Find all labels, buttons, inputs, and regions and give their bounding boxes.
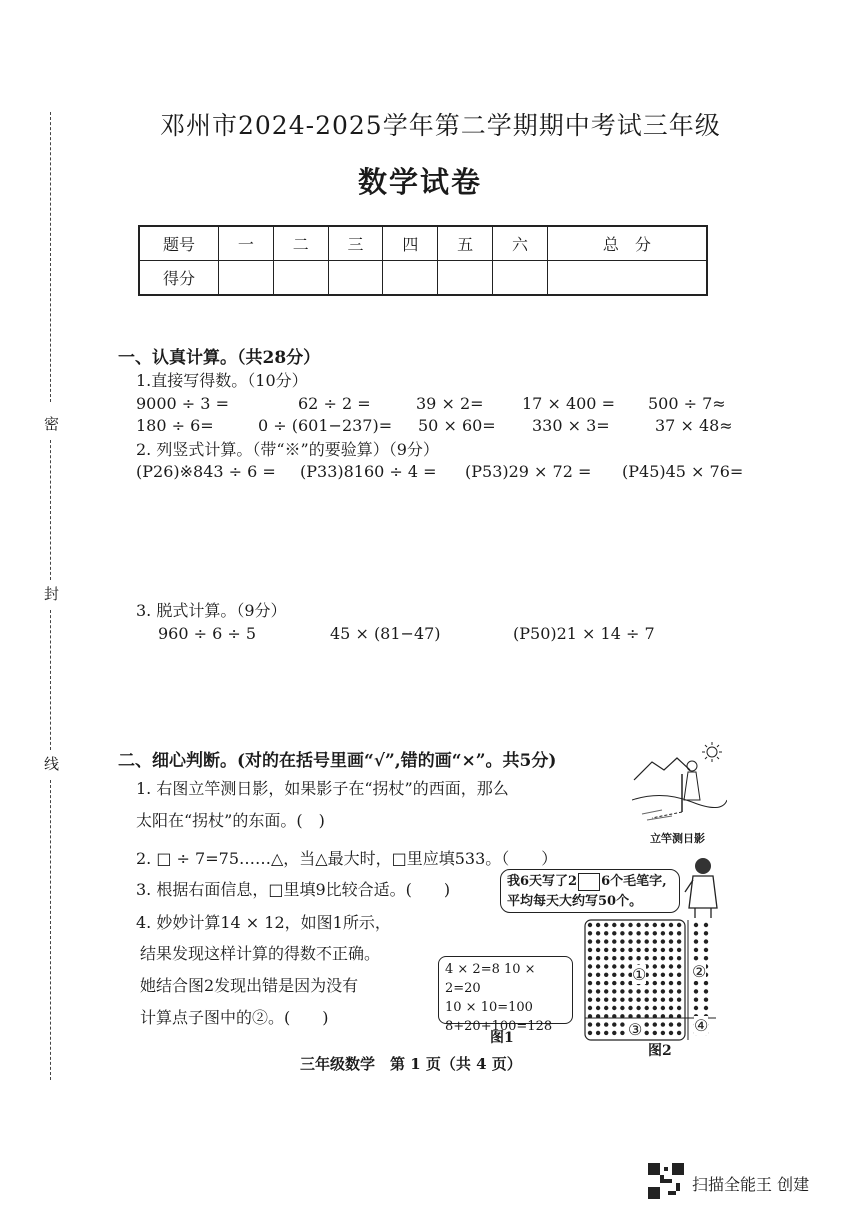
s1-q3-title: 3. 脱式计算。（9分） <box>136 601 287 620</box>
binding-mark-xian: 线 <box>44 755 60 773</box>
fig1-line: 10 × 10=100 <box>445 1000 533 1015</box>
fig2-mark-3: ③ <box>628 1020 643 1039</box>
s1-q2-item: (P33)8160 ÷ 4 = <box>300 462 437 481</box>
binding-line-mid <box>50 440 51 580</box>
s1-q2-title: 2. 列竖式计算。（带“※”的要验算）（9分） <box>136 440 439 459</box>
score-table <box>138 225 708 296</box>
speech-line1-a: 我6天写了2 <box>507 874 578 889</box>
score-cell[interactable] <box>438 261 493 296</box>
s2-q4-line3: 她结合图2发现出错是因为没有 <box>140 976 359 995</box>
s1-q3-item: 45 × (81−47) <box>330 624 441 643</box>
score-cell[interactable] <box>493 261 548 296</box>
watermark-text: 扫描全能王 创建 <box>692 1175 810 1194</box>
score-table-header-row <box>139 226 707 261</box>
sundial-caption: 立竿测日影 <box>650 832 705 845</box>
s2-q2: 2. □ ÷ 7=75……△，当△最大时，□里应填533。（ ） <box>136 849 558 868</box>
score-header-cell: 四 <box>383 226 438 261</box>
score-header-cell: 题号 <box>139 226 219 261</box>
s2-q4-line2: 结果发现这样计算的得数不正确。 <box>140 944 381 963</box>
fig2-mark-1: ① <box>632 965 647 984</box>
binding-line-top <box>50 112 51 402</box>
s2-q1-line1: 1. 右图立竿测日影，如果影子在“拐杖”的西面，那么 <box>136 779 509 798</box>
exam-subtitle: 数学试卷 <box>358 165 483 199</box>
score-header-cell: 一 <box>219 226 274 261</box>
s2-q4-line4: 计算点子图中的②。( ) <box>140 1008 329 1027</box>
s1-q1-item: 330 × 3= <box>532 416 610 435</box>
score-header-cell: 二 <box>273 226 328 261</box>
score-cell[interactable] <box>219 261 274 296</box>
binding-line-bottom <box>50 780 51 1080</box>
score-header-cell: 总 分 <box>547 226 707 261</box>
blank-box <box>578 873 600 891</box>
section1-title: 一、认真计算。（共28分） <box>118 348 321 368</box>
fig1-line: 4 × 2=8 10 × 2=20 <box>445 962 536 996</box>
s1-q1-item: 62 ÷ 2 = <box>298 394 371 413</box>
score-header-cell: 六 <box>493 226 548 261</box>
figure1-label: 图1 <box>490 1030 514 1046</box>
s1-q2-item: (P45)45 × 76= <box>622 462 744 481</box>
score-row-label: 得分 <box>139 261 219 296</box>
score-cell[interactable] <box>273 261 328 296</box>
s1-q3-item: (P50)21 × 14 ÷ 7 <box>513 624 655 643</box>
fig2-mark-2: ② <box>692 962 707 981</box>
score-table-score-row <box>139 261 707 296</box>
s2-q1-line2: 太阳在“拐杖”的东面。( ) <box>136 811 325 830</box>
person-illustration <box>683 856 723 920</box>
score-cell[interactable] <box>383 261 438 296</box>
figure2-label: 图2 <box>648 1043 672 1059</box>
s1-q1-item: 37 × 48≈ <box>655 416 733 435</box>
s1-q1-item: 9000 ÷ 3 = <box>136 394 229 413</box>
s1-q2-item: (P53)29 × 72 = <box>465 462 592 481</box>
s1-q1-item: 39 × 2= <box>416 394 484 413</box>
fig1-line: 8+20+100=128 <box>445 1019 553 1034</box>
qr-code-icon <box>648 1163 684 1199</box>
section2-title: 二、细心判断。(对的在括号里画“√”,错的画“×”。共5分) <box>118 751 557 771</box>
fig2-mark-4: ④ <box>694 1016 709 1035</box>
s1-q3-item: 960 ÷ 6 ÷ 5 <box>158 624 257 643</box>
s1-q1-title: 1.直接写得数。（10分） <box>136 371 308 390</box>
s1-q1-item: 500 ÷ 7≈ <box>648 394 726 413</box>
binding-mark-feng: 封 <box>44 585 60 603</box>
sundial-illustration <box>632 740 727 825</box>
s1-q1-item: 180 ÷ 6= <box>136 416 214 435</box>
s1-q1-item: 17 × 400 = <box>522 394 615 413</box>
speech-bubble <box>500 869 680 913</box>
score-header-cell: 五 <box>438 226 493 261</box>
speech-line2: 平均每天大约写50个。 <box>507 894 643 909</box>
s2-q4-line1: 4. 妙妙计算14 × 12，如图1所示， <box>136 913 391 932</box>
binding-line-low <box>50 610 51 750</box>
exam-title: 邓州市2024-2025学年第二学期期中考试三年级 <box>160 111 721 140</box>
s1-q1-item: 0 ÷ (601−237)= <box>258 416 393 435</box>
s1-q1-item: 50 × 60= <box>418 416 496 435</box>
speech-line1-b: 6个毛笔字, <box>601 874 667 889</box>
figure1-calculation-box <box>438 956 573 1034</box>
s2-q3: 3. 根据右面信息，□里填9比较合适。( ) <box>136 880 451 899</box>
s1-q2-item: (P26)※843 ÷ 6 = <box>136 462 276 481</box>
page-footer: 三年级数学 第 1 页（共 4 页） <box>300 1055 522 1073</box>
score-cell[interactable] <box>547 261 707 296</box>
score-header-cell: 三 <box>328 226 383 261</box>
score-cell[interactable] <box>328 261 383 296</box>
binding-mark-mi: 密 <box>44 415 60 433</box>
